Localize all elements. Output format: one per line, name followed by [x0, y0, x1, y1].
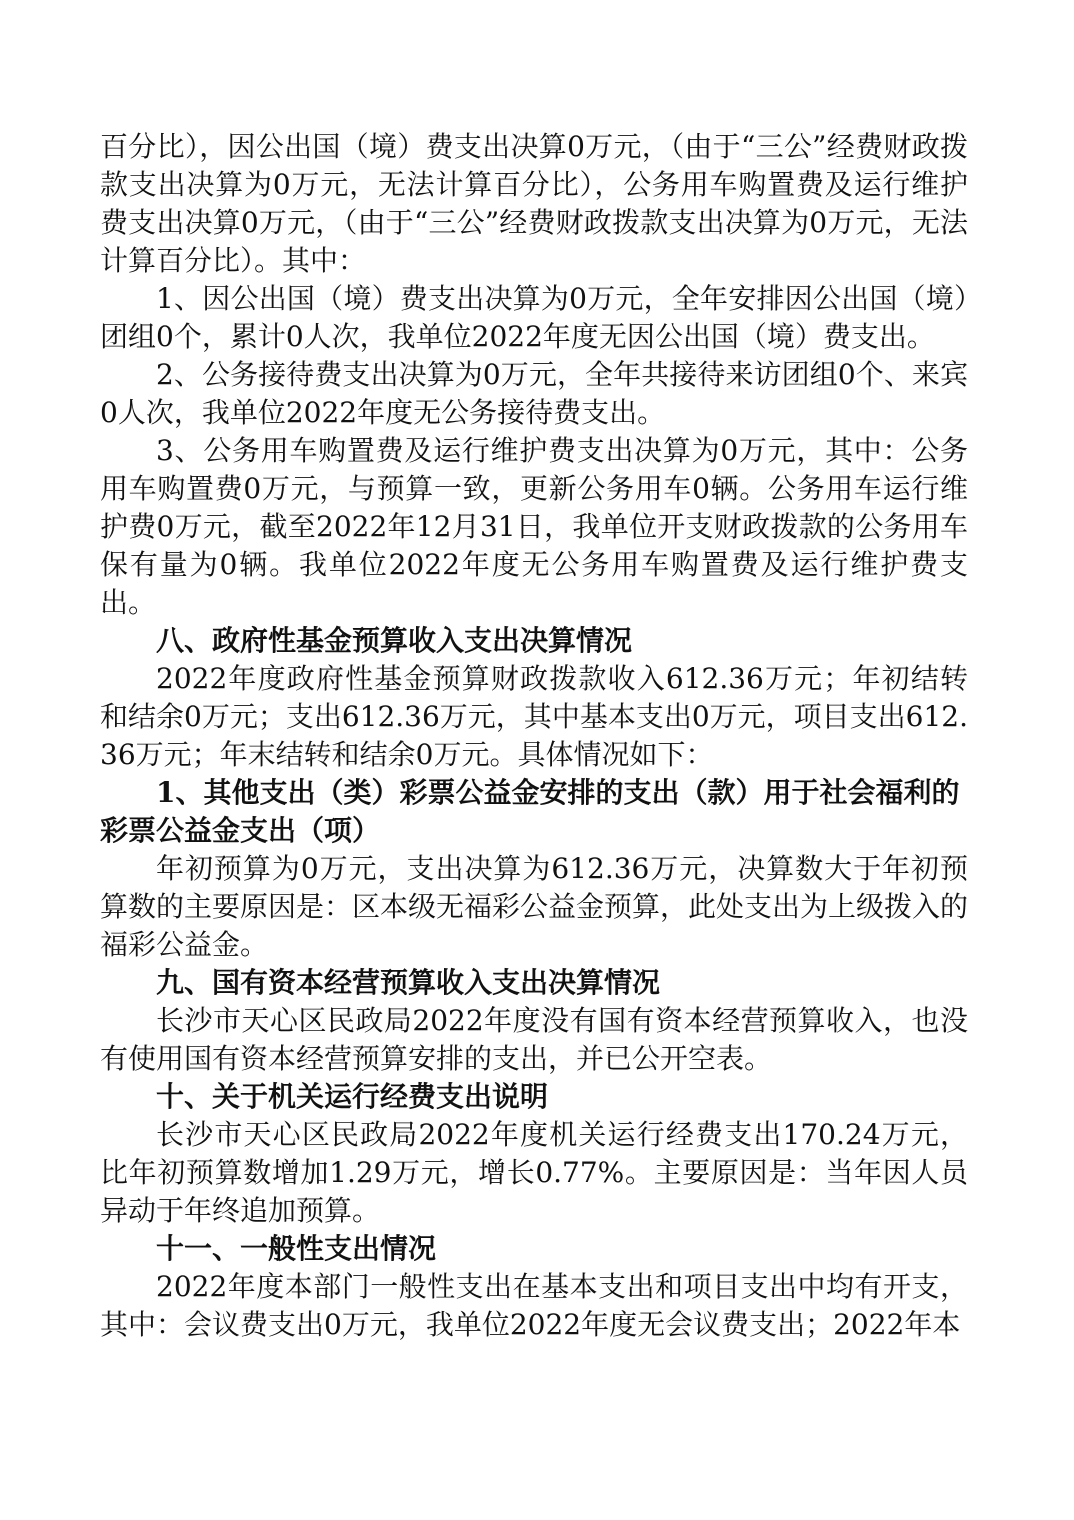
paragraph-lottery-fund: 年初预算为0万元，支出决算为612.36万元，决算数大于年初预算数的主要原因是：区本级无福彩公益金预算，此处支出为上级拨入的福彩公益金。	[100, 852, 969, 961]
paragraph-government-fund: 2022年度政府性基金预算财政拨款收入612.36万元；年初结转和结余0万元；支出612.36万元，其中基本支出0万元，项目支出612.36万元；年末结转和结余0万元。具体情况如下：	[100, 662, 968, 771]
heading-lottery-fund: 1、其他支出（类）彩票公益金安排的支出（款）用于社会福利的彩票公益金支出（项）	[100, 776, 960, 847]
paragraph-official-reception: 2、公务接待费支出决算为0万元，全年共接待来访团组0个、来宾0人次，我单位2022年度无公务接待费支出。	[100, 358, 968, 429]
heading-general-expenditure: 十一、一般性支出情况	[156, 1232, 437, 1265]
heading-state-capital: 九、国有资本经营预算收入支出决算情况	[156, 966, 661, 999]
paragraph-operating-expenses: 长沙市天心区民政局2022年度机关运行经费支出170.24万元，比年初预算数增加1.29万元，增长0.77%。主要原因是：当年因人员异动于年终追加预算。	[100, 1118, 968, 1227]
paragraph-general-expenditure: 2022年度本部门一般性支出在基本支出和项目支出中均有开支，其中：会议费支出0万元，我单位2022年度无会议费支出；2022年本	[100, 1270, 968, 1341]
document-page	[100, 128, 968, 1344]
paragraph-state-capital: 长沙市天心区民政局2022年度没有国有资本经营预算收入，也没有使用国有资本经营预算安排的支出，并已公开空表。	[100, 1004, 968, 1075]
paragraph-official-vehicles: 3、公务用车购置费及运行维护费支出决算为0万元，其中：公务用车购置费0万元，与预算一致，更新公务用车0辆。公务用车运行维护费0万元，截至2022年12月31日，我单位开支财政拨款的公务用车保有量为0辆。我单位2022年度无公务用车购置费及运行维护费支出。	[100, 434, 968, 619]
heading-government-fund: 八、政府性基金预算收入支出决算情况	[156, 624, 633, 657]
heading-operating-expenses: 十、关于机关运行经费支出说明	[156, 1080, 549, 1113]
paragraph-sangong-summary: 百分比），因公出国（境）费支出决算0万元，（由于“三公”经费财政拨款支出决算为0万元，无法计算百分比），公务用车购置费及运行维护费支出决算0万元，（由于“三公”经费财政拨款支出决算为0万元，无法计算百分比）。其中：	[100, 130, 968, 277]
paragraph-overseas-travel: 1、因公出国（境）费支出决算为0万元，全年安排因公出国（境）团组0个，累计0人次，我单位2022年度无因公出国（境）费支出。	[100, 282, 968, 353]
